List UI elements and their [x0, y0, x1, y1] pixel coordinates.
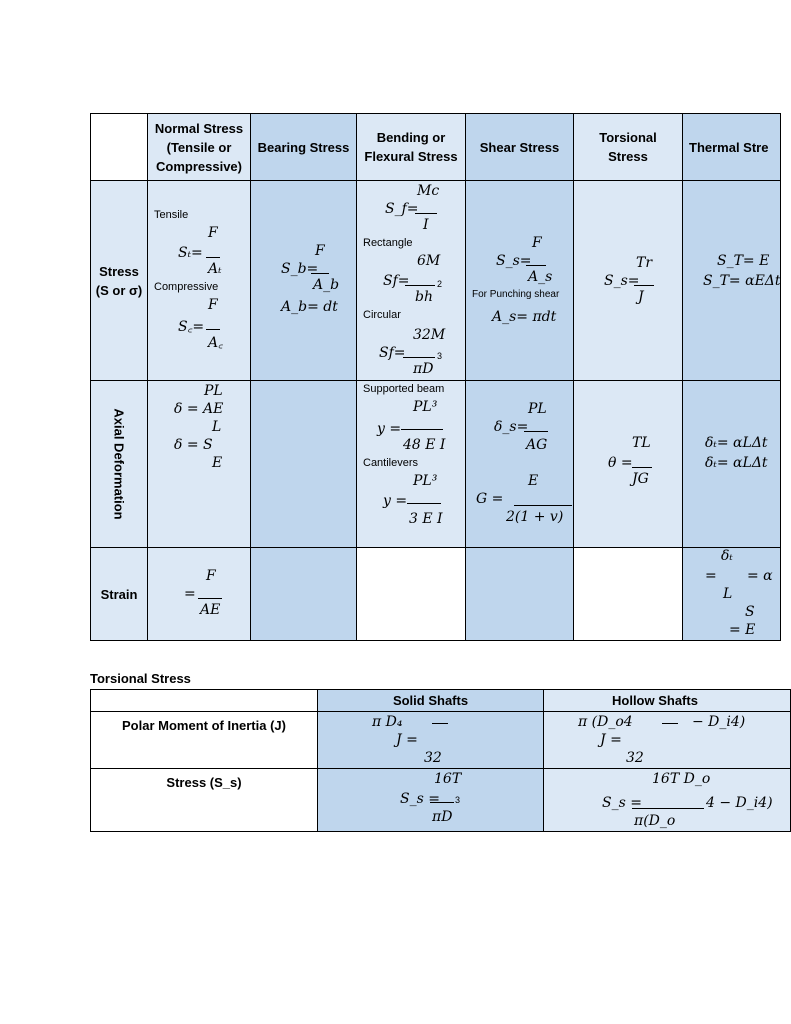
header-hollow-shafts	[544, 690, 791, 712]
formula-axial-l4: δ = S	[174, 437, 213, 453]
header-thermal-stress	[683, 114, 781, 181]
formula-table	[90, 113, 781, 641]
formula-thermal-deform-1: δₜ= αLΔt	[705, 435, 768, 451]
fraction-bar	[403, 357, 435, 358]
header-shear-stress: Shear Stress	[466, 114, 574, 181]
label-compressive: Compressive	[154, 281, 219, 293]
row-label-shaft-stress: Stress (S_s)	[91, 769, 318, 832]
formula-strain-den: AE	[200, 602, 221, 618]
label-circular: Circular	[363, 309, 401, 321]
header-normal-line1: Normal Stress	[154, 120, 244, 136]
formula-shaft-solid-den: πD	[432, 809, 453, 825]
cell-stress-shear	[466, 181, 574, 381]
formula-torsion-lhs: S_s=	[604, 273, 640, 289]
formula-rect-exp: 2	[437, 279, 443, 289]
cell-stress-bearing	[251, 181, 357, 381]
formula-supported-num: PL³	[413, 399, 438, 415]
formula-polar-hollow-top2: − D_i4)	[692, 714, 746, 730]
formula-shear-lhs: S_s=	[496, 253, 532, 269]
formula-shaft-solid-exp: 3	[455, 795, 461, 805]
header-bending-line2: Flexural Stress	[364, 149, 458, 164]
header-torsional-line2: Stress	[608, 149, 648, 164]
formula-rect-lhs: Sf=	[383, 273, 410, 289]
header-bearing-stress: Bearing Stress	[251, 114, 357, 181]
cell-strain-bending	[357, 548, 466, 641]
formula-thermal-strain-2: =	[705, 568, 717, 584]
header-hollow-label: Hollow Shafts	[612, 693, 698, 708]
formula-bearing-area: A_b= dt	[281, 299, 338, 315]
fraction-bar	[206, 257, 220, 258]
formula-circ-num: 32M	[413, 327, 446, 343]
fraction-bar	[401, 429, 443, 430]
fraction-bar	[407, 503, 441, 504]
formula-bending-den: I	[423, 217, 429, 233]
label-punching-shear: For Punching shear	[472, 289, 560, 300]
formula-shaft-hollow-den: π(D_o	[634, 813, 676, 829]
formula-shaft-hollow-num: 16T D_o	[652, 771, 711, 787]
formula-comp-num: F	[208, 297, 218, 313]
torsional-stress-title: Torsional Stress	[90, 671, 191, 686]
formula-tensile-lhs: Sₜ=	[178, 245, 203, 261]
formula-torsion-num: Tr	[636, 255, 653, 271]
formula-circ-exp: 3	[437, 351, 443, 361]
header-torsional-line1: Torsional	[599, 130, 657, 145]
formula-torsion-den: J	[638, 289, 644, 305]
formula-shaft-solid-lhs: S_s =	[400, 791, 440, 807]
formula-shaft-solid-num: 16T	[434, 771, 462, 787]
formula-polar-hollow-lhs: J =	[600, 732, 622, 748]
formula-polar-solid-den: 32	[424, 750, 442, 766]
formula-thermal-strain-6: = E	[729, 622, 756, 638]
fraction-bar	[206, 329, 220, 330]
row-stress-line2: (S or σ)	[95, 282, 143, 298]
formula-axial-shear-den: AG	[526, 437, 548, 453]
cell-axial-shear	[466, 381, 574, 548]
formula-strain-num: F	[206, 568, 216, 584]
formula-axial-l1: PL	[204, 383, 223, 399]
cell-strain-thermal	[683, 548, 781, 641]
cell-stress-hollow	[544, 769, 791, 832]
formula-bending-lhs: S_f=	[385, 201, 419, 217]
row-label-strain: Strain	[91, 548, 148, 641]
formula-bearing-lhs: S_b=	[281, 261, 319, 277]
cell-polar-hollow	[544, 712, 791, 769]
formula-bending-num: Mc	[417, 183, 440, 199]
row-label-axial	[91, 381, 148, 548]
formula-cantilever-lhs: y =	[383, 493, 408, 509]
formula-shear-den: A_s	[528, 269, 553, 285]
cell-stress-torsional	[574, 181, 683, 381]
formula-punching: A_s= πdt	[492, 309, 557, 325]
header-normal-line3: Compressive)	[156, 158, 242, 174]
formula-tensile-num: F	[208, 225, 218, 241]
cell-stress-normal	[148, 181, 251, 381]
fraction-bar	[662, 723, 678, 724]
fraction-bar	[432, 723, 448, 724]
fraction-bar	[415, 213, 437, 214]
header-bending-stress	[357, 114, 466, 181]
formula-thermal-2: S_T= αEΔt	[703, 273, 781, 289]
formula-shaft-hollow-tail: 4 − D_i4)	[706, 795, 773, 811]
formula-rect-num: 6M	[417, 253, 441, 269]
row-axial-label: Axial Deformation	[111, 408, 127, 520]
fraction-bar	[405, 285, 435, 286]
formula-thermal-strain-1: δₜ	[721, 548, 733, 564]
formula-thermal-deform-2: δₜ= αLΔt	[705, 455, 768, 471]
formula-bearing-den: A_b	[313, 277, 340, 293]
fraction-bar	[430, 802, 454, 803]
cell-axial-torsional	[574, 381, 683, 548]
fraction-bar	[311, 273, 329, 274]
formula-polar-solid-top: π D₄	[372, 714, 403, 730]
formula-rect-den: bh	[415, 289, 433, 305]
formula-supported-den: 48 E I	[403, 437, 446, 453]
fraction-bar	[632, 467, 652, 468]
torsion-corner	[91, 690, 318, 712]
formula-axial-shear-lhs: δ_s=	[494, 419, 529, 435]
cell-stress-solid	[318, 769, 544, 832]
formula-circ-lhs: Sf=	[379, 345, 406, 361]
formula-twist-lhs: θ =	[608, 455, 633, 471]
formula-twist-num: TL	[632, 435, 651, 451]
formula-axial-l5: E	[212, 455, 223, 471]
formula-bearing-num: F	[315, 243, 325, 259]
formula-axial-l3: L	[212, 419, 222, 435]
formula-circ-den: πD	[413, 361, 434, 377]
formula-modulus-num: E	[528, 473, 539, 489]
formula-thermal-strain-5: S	[745, 604, 755, 620]
formula-axial-l2: δ = AE	[174, 401, 224, 417]
formula-modulus-den: 2(1 + v)	[506, 509, 564, 525]
fraction-bar	[634, 285, 654, 286]
cell-strain-shear	[466, 548, 574, 641]
fraction-bar	[514, 505, 572, 506]
fraction-bar	[198, 598, 222, 599]
label-supported-beam: Supported beam	[363, 383, 445, 395]
cell-axial-bending	[357, 381, 466, 548]
torsion-table	[90, 689, 791, 832]
formula-axial-shear-num: PL	[528, 401, 547, 417]
cell-strain-bearing	[251, 548, 357, 641]
fraction-bar	[632, 808, 704, 809]
formula-modulus-lhs: G =	[476, 491, 504, 507]
cell-strain-normal	[148, 548, 251, 641]
formula-cantilever-num: PL³	[413, 473, 438, 489]
row-label-stress	[91, 181, 148, 381]
header-bending-line1: Bending or	[376, 130, 446, 145]
header-normal-stress	[148, 114, 251, 181]
cell-stress-bending	[357, 181, 466, 381]
label-tensile: Tensile	[154, 209, 189, 221]
formula-thermal-strain-3: = α	[747, 568, 773, 584]
header-torsional-stress	[574, 114, 683, 181]
corner-cell	[91, 114, 148, 181]
formula-thermal-strain-4: L	[723, 586, 733, 602]
formula-comp-lhs: S꜀=	[178, 319, 205, 335]
cell-strain-torsional	[574, 548, 683, 641]
header-solid-shafts: Solid Shafts	[318, 690, 544, 712]
header-normal-line2: (Tensile or	[166, 139, 232, 155]
formula-polar-hollow-top: π (D_o4	[578, 714, 633, 730]
formula-polar-hollow-den: 32	[626, 750, 644, 766]
formula-shaft-hollow-lhs: S_s =	[602, 795, 642, 811]
formula-twist-den: JG	[632, 471, 649, 487]
label-rectangle: Rectangle	[363, 237, 413, 249]
formula-shear-num: F	[532, 235, 542, 251]
formula-thermal-1: S_T= E	[717, 253, 770, 269]
row-stress-line1: Stress	[99, 263, 139, 279]
formula-comp-den: A꜀	[208, 335, 223, 351]
cell-axial-normal	[148, 381, 251, 548]
fraction-bar	[524, 431, 548, 432]
header-thermal-label: Thermal Stre	[689, 139, 769, 155]
row-label-polar-moment: Polar Moment of Inertia (J)	[91, 712, 318, 769]
formula-polar-solid-lhs: J =	[396, 732, 418, 748]
cell-polar-solid	[318, 712, 544, 769]
formula-supported-lhs: y =	[377, 421, 402, 437]
cell-axial-bearing	[251, 381, 357, 548]
fraction-bar	[526, 265, 546, 266]
label-cantilevers: Cantilevers	[363, 457, 419, 469]
formula-strain-lhs: =	[184, 586, 196, 602]
cell-stress-thermal	[683, 181, 781, 381]
cell-axial-thermal	[683, 381, 781, 548]
formula-tensile-den: Aₜ	[208, 261, 222, 277]
formula-cantilever-den: 3 E I	[409, 511, 443, 527]
